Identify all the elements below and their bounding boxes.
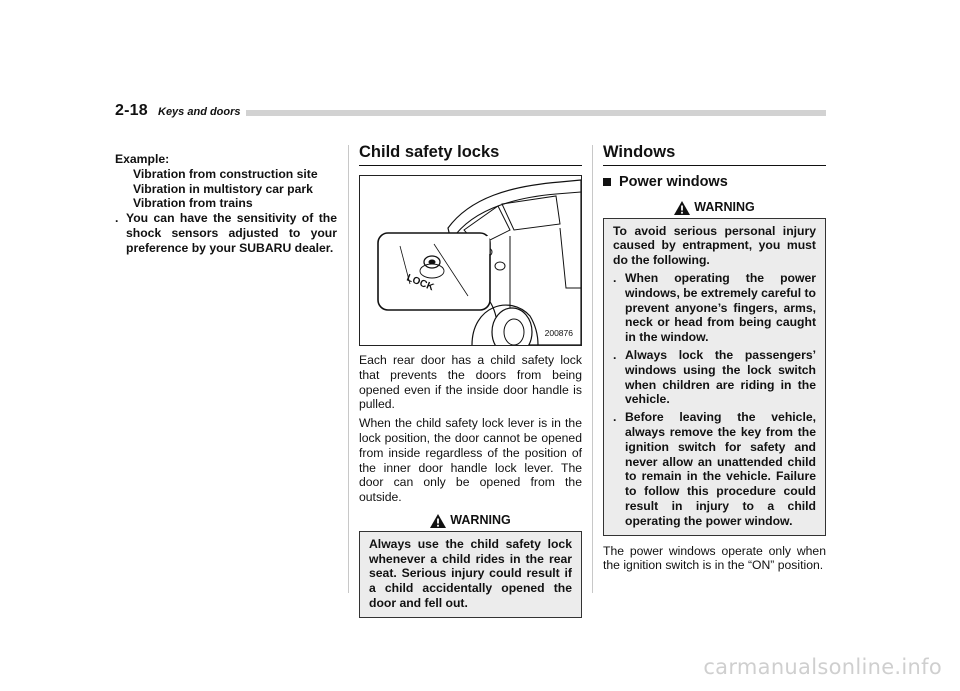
watermark: carmanualsonline.info	[703, 655, 942, 679]
example-item: Vibration from trains	[133, 196, 253, 211]
warning-list-item	[613, 271, 816, 345]
heading-rule	[359, 165, 582, 166]
warning-intro: To avoid serious personal injury caused by entrapment, you must do the following.	[613, 223, 816, 268]
middle-column	[359, 143, 582, 618]
bullet-text: When operating the power windows, be extremely careful to prevent anyone’s fingers, arms, neck or head from being caught in the window.	[625, 270, 816, 345]
warning-list-item	[613, 348, 816, 407]
heading-child-safety-locks: Child safety locks	[359, 143, 500, 161]
warning-title: WARNING	[450, 512, 511, 527]
example-item: Vibration in multistory car park	[133, 181, 313, 196]
bullet-marker: .	[115, 211, 119, 226]
example-item: Vibration from construction site	[133, 166, 318, 181]
warning-icon	[674, 201, 690, 215]
paragraph: Each rear door has a child safety lock that prevents the doors from being opened even if the inside door handle is pulled.	[359, 353, 582, 412]
warning-title: WARNING	[694, 199, 755, 214]
heading-rule	[603, 165, 826, 166]
warning-icon	[430, 514, 446, 528]
bullet-marker: .	[613, 410, 617, 425]
right-column	[603, 143, 826, 573]
warning-box	[359, 531, 582, 618]
subheading-power-windows	[603, 175, 826, 190]
bullet-marker: .	[613, 347, 617, 362]
warning-text: Always use the child safety lock whenever a child rides in the rear seat. Serious injury could result if a child accidentally opened the door and fell out.	[369, 536, 572, 610]
bullet-text: You can have the sensitivity of the shock sensors adjusted to your preference by your SUBARU dealer.	[126, 211, 337, 255]
warning-header	[359, 513, 582, 528]
paragraph: The power windows operate only when the ignition switch is in the “ON” position.	[603, 543, 826, 573]
warning-header	[603, 200, 826, 215]
column-divider-right	[592, 145, 593, 593]
figure-id: 200876	[544, 328, 573, 339]
header-rule	[246, 110, 826, 116]
square-bullet-icon	[603, 178, 611, 186]
paragraph: When the child safety lock lever is in the lock position, the door cannot be opened from inside regardless of the position of the inner door handle lock lever. The door can only be opened from the outside.	[359, 416, 582, 505]
section-title: Keys and doors	[158, 106, 241, 118]
left-column	[115, 152, 337, 256]
list-item	[115, 211, 337, 255]
heading-windows: Windows	[603, 143, 676, 161]
warning-list-item	[613, 410, 816, 528]
car-door-illustration	[360, 176, 581, 345]
child-lock-figure	[359, 175, 582, 346]
bullet-text: Always lock the passengers’ windows using the lock switch when children are riding in the vehicle.	[625, 347, 816, 407]
page-number: 2-18	[115, 102, 148, 119]
column-divider-left	[348, 145, 349, 593]
example-label: Example:	[115, 152, 170, 166]
bullet-text: Before leaving the vehicle, always remove the key from the ignition switch for safety and never allow an unattended child to remain in the vehicle. Failure to follow this procedure could result in injury to a child operating the power window.	[625, 410, 816, 528]
warning-box	[603, 218, 826, 536]
bullet-marker: .	[613, 270, 617, 285]
subheading-text: Power windows	[619, 174, 728, 190]
lock-label: LOCK	[404, 272, 436, 294]
